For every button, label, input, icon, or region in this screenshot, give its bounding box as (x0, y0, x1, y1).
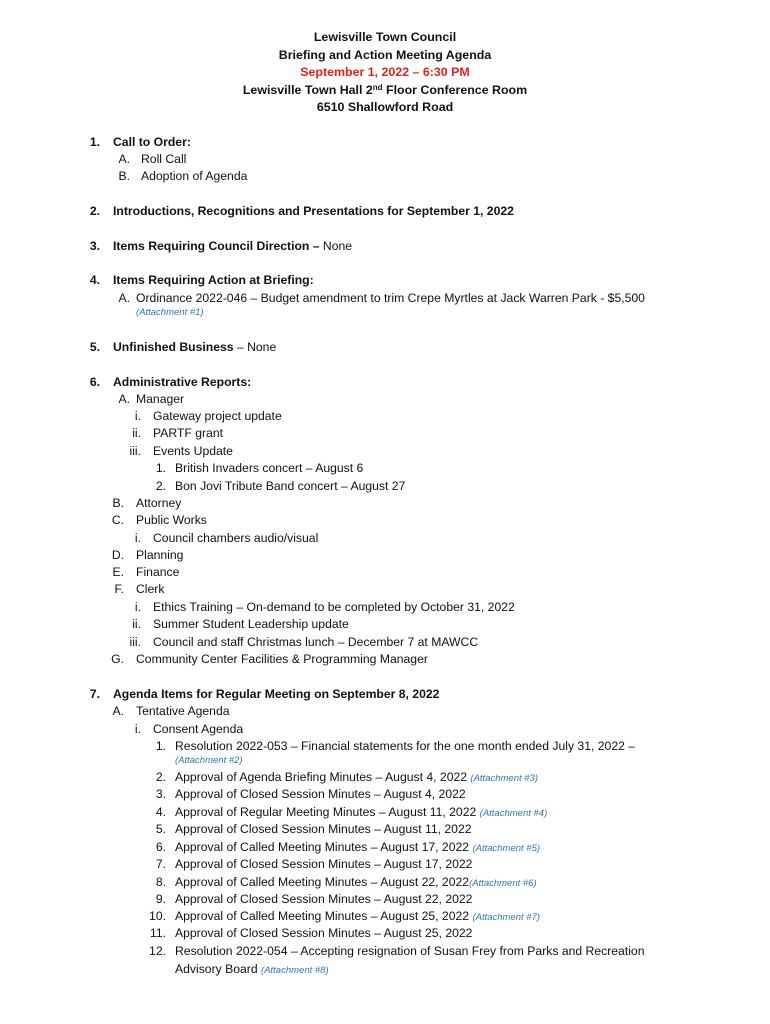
sub-item-letter: C. (111, 513, 124, 527)
sub-item-number: 1. (155, 461, 166, 475)
consent-item-text: Approval of Closed Session Minutes – August 4, 2022 (175, 787, 466, 801)
consent-item-number: 1. (155, 739, 166, 753)
consent-item-number: 5. (155, 822, 166, 836)
item-title: Items Requiring Council Direction – None (113, 239, 353, 253)
roman-numeral: i. (134, 722, 141, 736)
sub-item-letter: A. (118, 392, 130, 406)
agenda-header (0, 29, 770, 117)
consent-item-text: Approval of Called Meeting Minutes – August 17, 2022 (Attachment #5) (175, 840, 541, 854)
sub-item-text: Ethics Training – On-demand to be completed by October 31, 2022 (153, 600, 515, 614)
sub-item-letter: D. (111, 548, 124, 562)
attachment-label: (Attachment #2) (175, 755, 243, 766)
sub-item-text: Ordinance 2022-046 – Budget amendment to trim Crepe Myrtles at Jack Warren Park - $5,500 (136, 291, 645, 305)
roman-numeral: iii. (129, 635, 141, 649)
consent-item-text: Approval of Agenda Briefing Minutes – August 4, 2022 (Attachment #3) (175, 770, 539, 784)
consent-item-text: Resolution 2022-054 – Accepting resignation of Susan Frey from Parks and Recreation (175, 944, 645, 958)
attachment-label: (Attachment #8) (261, 965, 329, 976)
sub-item-text: Finance (136, 565, 180, 579)
roman-numeral: ii. (132, 426, 141, 440)
roman-numeral: ii. (132, 617, 141, 631)
sub-item-text: Tentative Agenda (136, 704, 230, 718)
consent-item-number: 3. (155, 787, 166, 801)
item-title: Agenda Items for Regular Meeting on September 8, 2022 (113, 687, 440, 701)
consent-item-text: Approval of Closed Session Minutes – August 11, 2022 (175, 822, 472, 836)
item-title: Call to Order: (113, 135, 191, 149)
attachment-label: (Attachment #1) (136, 307, 204, 318)
item-number: 4. (89, 273, 100, 287)
consent-item-number: 11. (149, 926, 166, 940)
roman-numeral: i. (134, 531, 141, 545)
consent-item-text: Approval of Closed Session Minutes – August 17, 2022 (175, 857, 473, 871)
attachment-label: (Attachment #6) (469, 878, 537, 889)
sub-item-letter: A. (112, 704, 124, 718)
agenda-title: Briefing and Action Meeting Agenda (278, 47, 492, 62)
consent-item-text: Approval of Called Meeting Minutes – August 22, 2022(Attachment #6) (175, 875, 537, 889)
item-title: Unfinished Business – None (113, 340, 277, 354)
sub-item-letter: G. (111, 652, 124, 666)
consent-item-number: 8. (155, 875, 166, 889)
sub-item-letter: B. (118, 169, 130, 183)
sub-item-letter: E. (112, 565, 124, 579)
sub-item-text: Attorney (136, 496, 182, 510)
sub-item-text: Gateway project update (153, 409, 282, 423)
sub-item-letter: F. (114, 582, 124, 596)
sub-item-text: Events Update (153, 444, 233, 458)
sub-item-text: PARTF grant (153, 426, 223, 440)
sub-item-letter: A. (118, 291, 130, 305)
item-number: 6. (89, 375, 100, 389)
sub-item-text: Bon Jovi Tribute Band concert – August 27 (175, 479, 406, 493)
consent-item-number: 12. (149, 944, 166, 958)
meeting-address: 6510 Shallowford Road (316, 100, 454, 114)
meeting-location: Lewisville Town Hall 2nd Floor Conference Room (242, 82, 528, 97)
consent-item-number: 9. (155, 892, 166, 906)
consent-item-number: 7. (155, 857, 166, 871)
item-number: 1. (89, 135, 100, 149)
item-title: Introductions, Recognitions and Presentations for September 1, 2022 (113, 204, 514, 218)
consent-item-text: Approval of Called Meeting Minutes – August 25, 2022 (Attachment #7) (175, 909, 541, 923)
consent-item-number: 6. (155, 840, 166, 854)
consent-item-number: 10. (149, 909, 166, 923)
council-name: Lewisville Town Council (313, 30, 457, 44)
sub-item-text: Public Works (136, 513, 207, 527)
consent-item-text: Resolution 2022-053 – Financial statements for the one month ended July 31, 2022 – (175, 739, 636, 753)
sub-item-letter: B. (112, 496, 124, 510)
attachment-label: (Attachment #5) (472, 843, 541, 854)
sub-item-text: Planning (136, 548, 184, 562)
sub-item-text: Roll Call (141, 152, 187, 166)
item-number: 7. (89, 687, 100, 701)
roman-numeral: i. (134, 409, 141, 423)
consent-item-number: 4. (155, 805, 166, 819)
item-title: Items Requiring Action at Briefing: (113, 273, 314, 287)
roman-numeral: iii. (129, 444, 141, 458)
sub-item-text: Summer Student Leadership update (153, 617, 349, 631)
consent-item-text: Approval of Closed Session Minutes – August 22, 2022 (175, 892, 473, 906)
sub-item-text: Community Center Facilities & Programming Manager (136, 652, 428, 666)
sub-item-text: Manager (136, 392, 185, 406)
item-number: 2. (89, 204, 100, 218)
sub-item-text: Consent Agenda (153, 722, 244, 736)
sub-item-text: British Invaders concert – August 6 (175, 461, 364, 475)
consent-item-text: Approval of Regular Meeting Minutes – August 11, 2022 (Attachment #4) (175, 805, 548, 819)
sub-item-text: Adoption of Agenda (141, 169, 248, 183)
sub-item-text: Council chambers audio/visual (153, 531, 319, 545)
attachment-label: (Attachment #7) (472, 912, 541, 923)
roman-numeral: i. (134, 600, 141, 614)
sub-item-number: 2. (155, 479, 166, 493)
item-number: 3. (89, 239, 100, 253)
item-number: 5. (89, 340, 100, 354)
attachment-label: (Attachment #4) (479, 808, 548, 819)
sub-item-letter: A. (118, 152, 130, 166)
item-title: Administrative Reports: (113, 375, 252, 389)
sub-item-text: Clerk (136, 582, 165, 596)
consent-item-text-continued: Advisory Board (Attachment #8) (175, 962, 329, 976)
consent-item-number: 2. (155, 770, 166, 784)
sub-item-text: Council and staff Christmas lunch – December 7 at MAWCC (153, 635, 479, 649)
attachment-label: (Attachment #3) (470, 773, 539, 784)
consent-item-text: Approval of Closed Session Minutes – August 25, 2022 (175, 926, 473, 940)
meeting-date: September 1, 2022 – 6:30 PM (300, 65, 470, 79)
